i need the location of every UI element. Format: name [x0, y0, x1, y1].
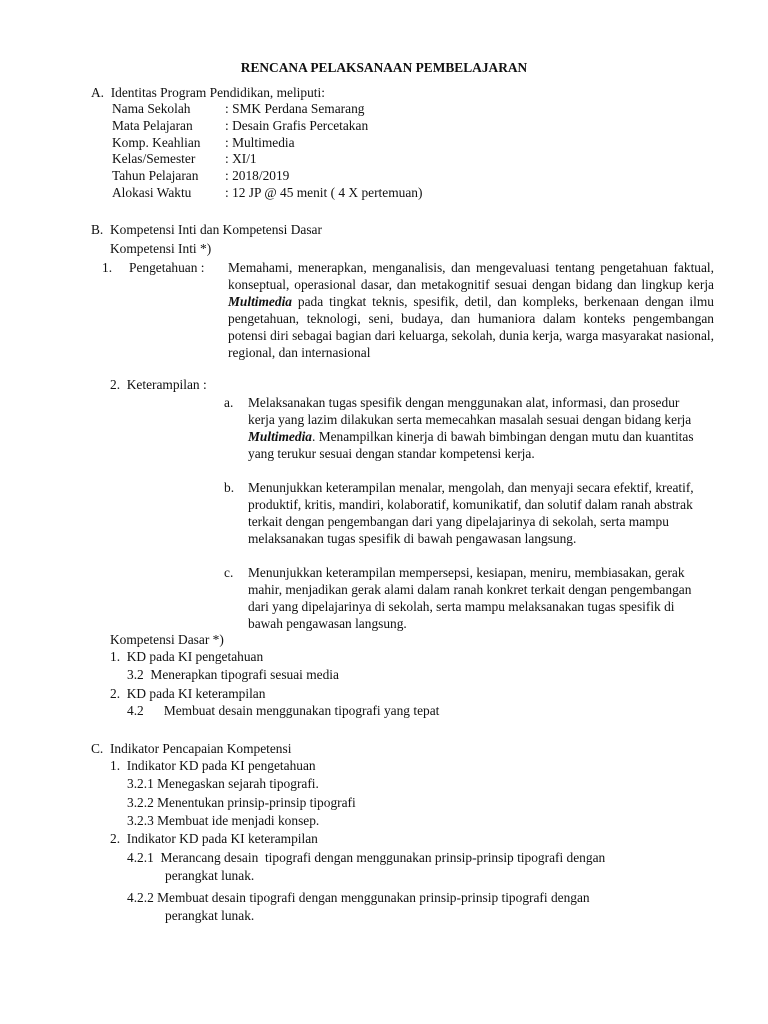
ki1-number: 1.: [102, 260, 113, 275]
section-a-heading: A. Identitas Program Pendidikan, meliputi:: [91, 85, 325, 100]
ki2-item-a-text-after: . Menampilkan kinerja di bawah bimbingan dengan mutu dan kuantitas yang terukur sesuai dengan standar kompetensi kerja.: [248, 429, 694, 461]
ki2-marker-b: b.: [224, 480, 235, 495]
identity-value: : Desain Grafis Percetakan: [225, 118, 369, 133]
ki1-text-after: pada tingkat teknis, spesifik, detil, dan kompleks, berkenaan dengan ilmu pengetahuan, teknologi, seni, budaya, dan humaniora dalam konteks pengembangan potensi diri sebagai bagian dari keluarga, sekolah, dunia kerja, warga masyarakat nasional, regional, dan internasional: [228, 294, 714, 360]
indicator-1-heading: 1. Indikator KD pada KI pengetahuan: [110, 758, 316, 773]
ki2-item-b: Menunjukkan keterampilan menalar, mengolah, dan menyaji secara efektif, kreatif, produktif, kritis, mandiri, kolaboratif, komunikatif, dan solutif dalam ranah abstrak terkait dengan pengembangan dari yang dipelajarinya di sekolah, serta mampu melaksanakan tugas spesifik di bawah pengawasan langsung.: [248, 480, 694, 546]
indicator-item: 3.2.1 Menegaskan sejarah tipografi.: [127, 776, 319, 791]
section-b-heading: B. Kompetensi Inti dan Kompetensi Dasar: [91, 222, 322, 237]
indicator-2-heading: 2. Indikator KD pada KI keterampilan: [110, 831, 318, 846]
indicator-item: 3.2.2 Menentukan prinsip-prinsip tipografi: [127, 795, 356, 810]
identity-label: Alokasi Waktu: [112, 185, 192, 200]
kd1-item: 3.2 Menerapkan tipografi sesuai media: [127, 667, 339, 682]
identity-value: : XI/1: [225, 151, 257, 166]
identity-value: : 2018/2019: [225, 168, 290, 183]
identity-label: Kelas/Semester: [112, 151, 196, 166]
identity-value: : Multimedia: [225, 135, 295, 150]
ki2-item-c: Menunjukkan keterampilan mempersepsi, kesiapan, meniru, membiasakan, gerak mahir, menjadikan gerak alami dalam ranah konkret terkait dengan pengembangan dari yang dipelajarinya di sekolah, serta mampu melaksanakan tugas spesifik di bawah pengawasan langsung.: [248, 565, 692, 631]
ki-title: Kompetensi Inti *): [110, 241, 212, 256]
kd2-item: 4.2 Membuat desain menggunakan tipografi yang tepat: [127, 703, 440, 718]
identity-label: Komp. Keahlian: [112, 135, 201, 150]
ki1-text-before: Memahami, menerapkan, menganalisis, dan mengevaluasi tentang pengetahuan faktual, konseptual, operasional dasar, dan metakognitif sesuai dengan bidang dan lingkup kerja: [228, 260, 714, 292]
identity-label: Mata Pelajaran: [112, 118, 193, 133]
section-c-heading: C. Indikator Pencapaian Kompetensi: [91, 741, 292, 756]
indicator-item: 4.2.2 Membuat desain tipografi dengan menggunakan prinsip-prinsip tipografi dengan: [127, 890, 590, 905]
ki1-emphasis: Multimedia: [228, 294, 292, 309]
document-title: RENCANA PELAKSANAAN PEMBELAJARAN: [240, 60, 528, 75]
indicator-item: 3.2.3 Membuat ide menjadi konsep.: [127, 813, 320, 828]
ki2-marker-c: c.: [224, 565, 234, 580]
identity-label: Nama Sekolah: [112, 101, 191, 116]
indicator-item: 4.2.1 Merancang desain tipografi dengan menggunakan prinsip-prinsip tipografi dengan: [127, 850, 606, 865]
identity-value: : 12 JP @ 45 menit ( 4 X pertemuan): [225, 185, 423, 200]
kd-title: Kompetensi Dasar *): [110, 632, 224, 647]
ki1-label: Pengetahuan :: [129, 260, 205, 275]
ki2-item-a-text-before: Melaksanakan tugas spesifik dengan menggunakan alat, informasi, dan prosedur kerja yang lazim dilakukan serta memecahkan masalah sesuai dengan bidang kerja: [248, 395, 692, 427]
identity-value: : SMK Perdana Semarang: [225, 101, 365, 116]
kd1-heading: 1. KD pada KI pengetahuan: [110, 649, 264, 664]
kd2-heading: 2. KD pada KI keterampilan: [110, 686, 266, 701]
indicator-item-continuation: perangkat lunak.: [165, 908, 255, 923]
ki2-item-a: [248, 394, 708, 462]
indicator-item-continuation: perangkat lunak.: [165, 868, 255, 883]
ki2-label: 2. Keterampilan :: [110, 377, 207, 392]
identity-label: Tahun Pelajaran: [112, 168, 199, 183]
ki2-item-a-emphasis: Multimedia: [248, 429, 312, 444]
ki1-paragraph: [228, 259, 714, 361]
ki2-marker-a: a.: [224, 395, 234, 410]
